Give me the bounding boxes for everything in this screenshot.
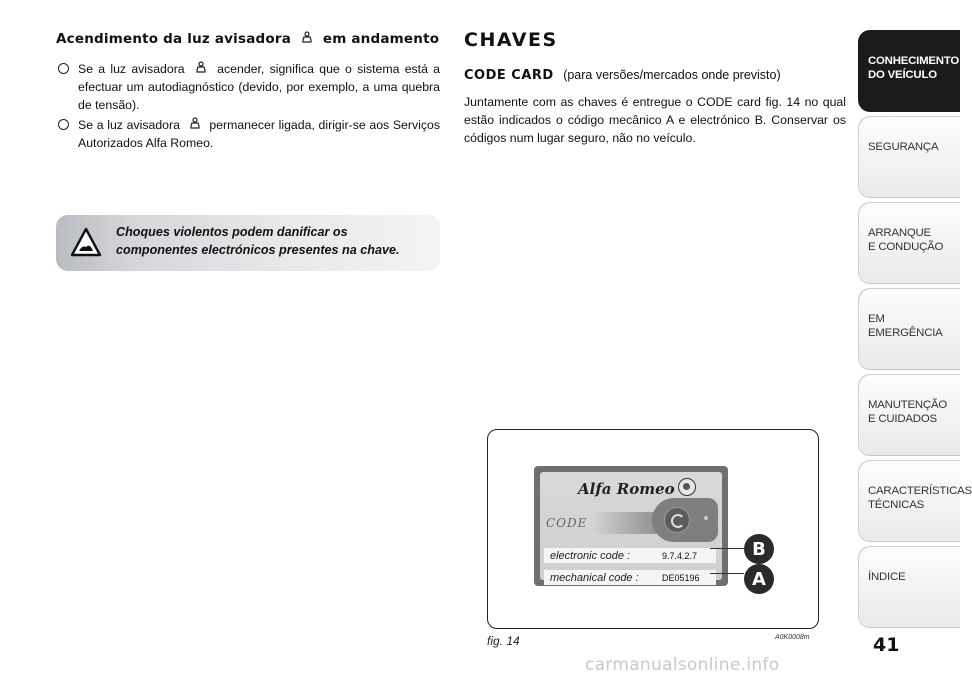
- brand-logo-text: Alfa Romeo: [578, 480, 675, 498]
- figure-caption: fig. 14: [487, 634, 520, 648]
- electronic-code-label: electronic code :: [550, 549, 631, 562]
- key-button-icon: [664, 507, 690, 533]
- tab-label: MANUTENÇÃO E CUIDADOS: [868, 399, 948, 425]
- bullet-text-end: acender, significa que o sistema está a efectuar um autodiagnóstico (devido, por exemplo, a uma quebra de tensão).: [78, 62, 441, 112]
- bullet-text-end: permanecer ligada, dirigir-se aos Serviços Autorizados Alfa Romeo.: [78, 118, 441, 150]
- tab-caracteristicas-tecnicas[interactable]: [858, 460, 972, 542]
- list-item: [56, 60, 440, 114]
- immobilizer-warning-icon: [300, 31, 314, 45]
- right-column: [464, 28, 846, 147]
- figure-reference-code: A0K0008m: [775, 634, 810, 641]
- warning-box: [56, 215, 440, 271]
- code-card-face: [540, 472, 722, 584]
- tab-label: SEGURANÇA: [868, 141, 939, 153]
- immobilizer-warning-icon: [194, 61, 208, 75]
- bullet-circle-icon: [58, 119, 69, 130]
- watermark: carmanualsonline.info: [585, 655, 780, 675]
- tab-label: CARACTERÍSTICAS TÉCNICAS: [868, 485, 972, 511]
- bullet-list: [56, 60, 440, 152]
- card-code-word: CODE: [546, 516, 588, 530]
- warning-triangle-icon: [70, 227, 102, 257]
- tab-seguranca[interactable]: [858, 116, 960, 198]
- immobilizer-warning-icon: [188, 117, 202, 131]
- tab-label: CONHECIMENTO DO VEÍCULO: [868, 55, 960, 81]
- body-paragraph: Juntamente com as chaves é entregue o CODE card fig. 14 no qual estão indicados o código mecânico A e electrónico B. Conservar os códigos num lugar seguro, não no veículo.: [464, 95, 846, 145]
- subsection-heading: [464, 66, 846, 85]
- code-card-illustration: [534, 466, 728, 586]
- mechanical-code-value: DE05196: [662, 572, 700, 583]
- electronic-code-row: [544, 548, 716, 563]
- tab-indice[interactable]: [858, 546, 960, 628]
- page-title: CHAVES: [464, 29, 558, 51]
- left-column: [56, 30, 440, 154]
- subsection-key: CODE CARD: [464, 68, 554, 83]
- tab-label: ÍNDICE: [868, 571, 906, 583]
- subsection-note: (para versões/mercados onde previsto): [563, 68, 781, 82]
- leader-line-a: [710, 573, 744, 574]
- marker-b: B: [744, 534, 774, 564]
- tab-label: EM EMERGÊNCIA: [868, 313, 943, 339]
- mechanical-code-row: [544, 570, 716, 585]
- tab-manutencao-e-cuidados[interactable]: [858, 374, 960, 456]
- key-fob-icon: [652, 498, 718, 542]
- mechanical-code-label: mechanical code :: [550, 571, 639, 584]
- bullet-circle-icon: [58, 63, 69, 74]
- electronic-code-value: 9.7.4.2.7: [662, 550, 698, 561]
- tab-conhecimento-do-veiculo[interactable]: [858, 30, 960, 112]
- key-led-icon: [704, 516, 708, 520]
- section-heading-tail: em andamento: [322, 31, 440, 47]
- section-heading-text: Acendimento da luz avisadora: [56, 31, 292, 47]
- section-heading: [56, 30, 440, 48]
- marker-a: A: [744, 564, 774, 594]
- leader-line-b: [710, 548, 744, 549]
- list-item: [56, 116, 440, 152]
- tab-arranque-e-conducao[interactable]: [858, 202, 960, 284]
- tab-em-emergencia[interactable]: [858, 288, 960, 370]
- bullet-text-start: Se a luz avisadora: [78, 118, 180, 132]
- warning-text: Choques violentos podem danificar os componentes electrónicos presentes na chave.: [116, 225, 400, 257]
- brand-badge-icon: [678, 478, 696, 496]
- card-gradient-bar: [592, 512, 660, 534]
- bullet-text-start: Se a luz avisadora: [78, 62, 185, 76]
- page-number: 41: [873, 634, 900, 656]
- tab-label: ARRANQUE E CONDUÇÃO: [868, 227, 944, 253]
